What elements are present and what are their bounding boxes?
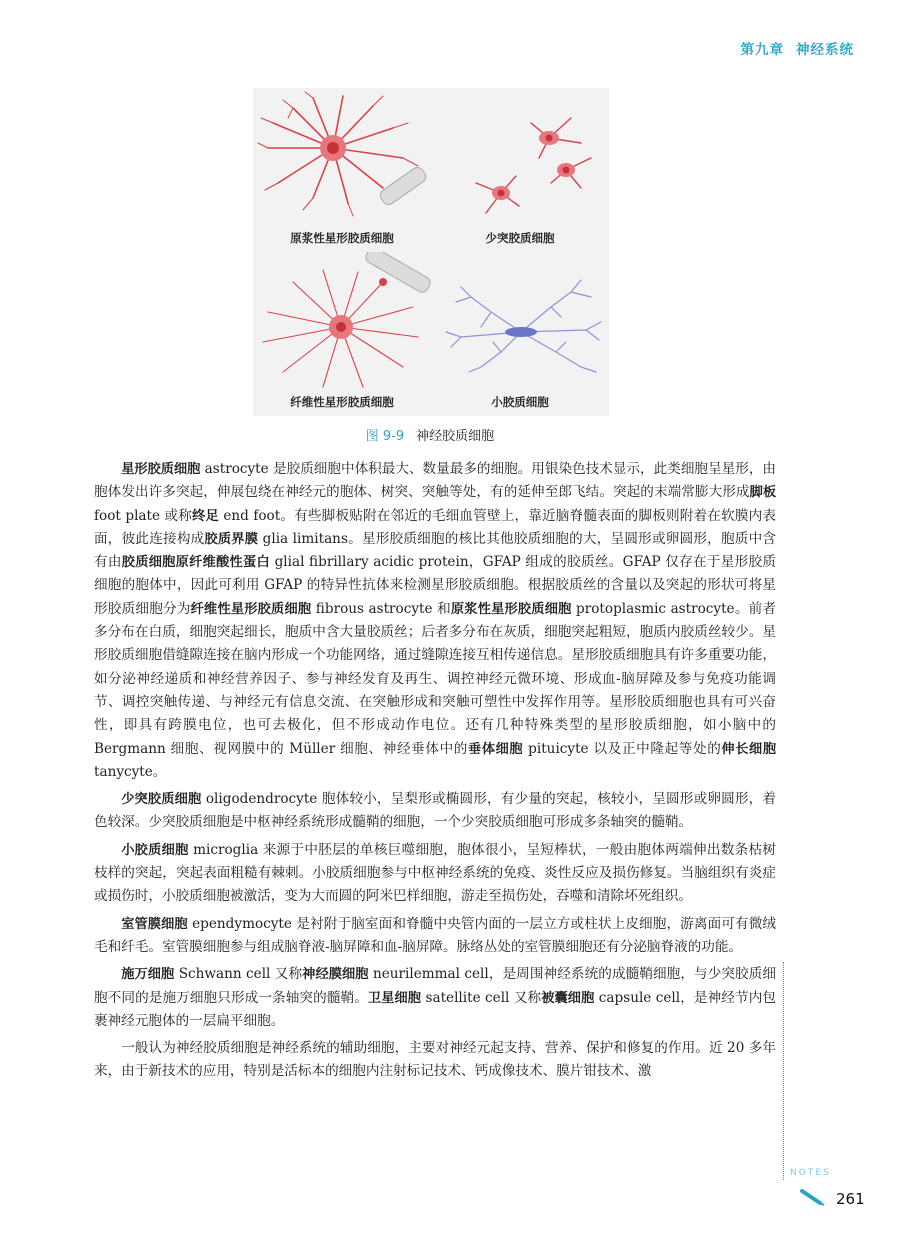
panel-label: 小胶质细胞 (491, 395, 549, 409)
term: 神经膜细胞 (302, 967, 369, 983)
text: 一般认为神经胶质细胞是神经系统的辅助细胞，主要对神经元起支持、营养、保护和修复的作用。近 20 多年来，由于新技术的应用，特别是活标本的细胞内注射标记技术、钙成像技术、膜片钳技术、激 (94, 1040, 776, 1080)
text: Schwann cell 又称 (174, 966, 303, 983)
term: 卫星细胞 (367, 990, 422, 1006)
term: 胶质细胞原纤维酸性蛋白 (121, 555, 270, 571)
body-text (94, 458, 776, 1088)
text: neurilemmal cell，是周围神经系统的成髓鞘细胞，与少突胶质细胞不同的是施万细胞只形成一条轴突的髓鞘。 (94, 966, 777, 1006)
term: 纤维性星形胶质细胞 (190, 601, 312, 617)
text: end foot。有些脚板贴附在邻近的毛细血管壁上，靠近脑脊髓表面的脚板则附着在软膜内表面，彼此连接构成 (94, 507, 776, 547)
panel-fibrous-astrocyte (253, 252, 431, 416)
text: oligodendrocyte 胞体较小，呈梨形或椭圆形，有少量的突起，核较小，呈圆形或卵圆形，着色较深。少突胶质细胞是中枢神经系统形成髓鞘的细胞，一个少突胶质细胞可形成多条轴突的髓鞘。 (94, 791, 777, 831)
paragraph-astrocyte (94, 458, 776, 784)
text: fibrous astrocyte 和 (311, 600, 451, 617)
term: 胶质界膜 (204, 531, 259, 547)
term: 施万细胞 (121, 967, 175, 983)
figure-caption (0, 425, 860, 444)
paragraph-schwann-cell (94, 963, 776, 1033)
term: 室管膜细胞 (121, 916, 188, 932)
term: 被囊细胞 (541, 990, 595, 1006)
panel-label: 原浆性星形胶质细胞 (290, 231, 394, 245)
term: 脚板 (749, 485, 777, 501)
fibrous-astrocyte-illustration (253, 252, 431, 392)
text: microglia 来源于中胚层的单核巨噬细胞，胞体很小，呈短棒状，一般由胞体两端伸出数条枯树枝样的突起，突起表面粗糙有棘刺。小胶质细胞参与中枢神经系统的免疫、炎性反应及损伤修复。当脑组织有炎症或损伤时，小胶质细胞被激活，变为大而圆的阿米巴样细胞，游走至损伤处，吞噬和清除坏死组织。 (94, 841, 776, 905)
text: ependymocyte 是衬附于脑室面和脊髓中央管内面的一层立方或柱状上皮细胞，游离面可有微绒毛和纤毛。室管膜细胞参与组成脑脊液-脑屏障和血-脑屏障。脉络丛处的室管膜细胞还有分泌脑脊液的功能。 (94, 915, 777, 955)
term: 少突胶质细胞 (121, 792, 202, 808)
paragraph-microglia (94, 839, 776, 909)
text: glial fibrillary acidic protein，GFAP 组成的胶质丝。GFAP 仅存在于星形胶质细胞的胞体中，因此可利用 GFAP 的特异性抗体来检测星形胶质细胞。根据胶质丝的含量以及突起的形状可将星形胶质细胞分为 (94, 554, 777, 617)
chapter-title: 神经系统 (796, 42, 854, 58)
microglia-illustration (431, 252, 609, 392)
text: protoplasmic astrocyte。前者多分布在白质，细胞突起细长，胞质中含大量胶质丝；后者多分布在灰质，细胞突起粗短，胞质内胶质丝较少。星形胶质细胞借缝隙连接在脑内形成一个功能网络，通过缝隙连接互相传递信息。星形胶质细胞具有许多重要功能，如分泌神经递质和神经营养因子、参与神经发育及再生、调控神经元微环境、形成血-脑屏障及参与免疫功能调节、调控突触传递、与神经元有信息交流、在突触形成和突触可塑性中发挥作用等。星形胶质细胞也具有可兴奋性，即具有跨膜电位，也可去极化，但不形成动作电位。还有几种特殊类型的星形胶质细胞，如小脑中的 Bergmann 细胞、视网膜中的 Müller 细胞、神经垂体中的 (94, 600, 777, 757)
caption-title: 神经胶质细胞 (416, 429, 495, 444)
text: glia limitans。星形胶质细胞的核比其他胶质细胞的大，呈圆形或卵圆形，胞质中含有由 (94, 530, 777, 571)
oligodendrocyte-illustration (431, 88, 609, 228)
chapter-label: 第九章 (740, 42, 784, 58)
paragraph-ependymocyte (94, 913, 776, 960)
figure-9-9 (253, 88, 609, 416)
panel-protoplasmic-astrocyte (253, 88, 431, 252)
caption-number: 图 9-9 (365, 429, 405, 444)
term: 原浆性星形胶质细胞 (450, 601, 572, 617)
panel-microglia (431, 252, 609, 416)
pencil-icon (800, 1188, 828, 1206)
term: 伸长细胞 (721, 741, 777, 757)
paragraph-general (94, 1037, 776, 1084)
paragraph-oligodendrocyte (94, 788, 776, 835)
text: tanycyte。 (94, 763, 167, 780)
term: 星形胶质细胞 (121, 462, 201, 477)
term: 小胶质细胞 (121, 842, 189, 858)
text: satellite cell 又称 (421, 989, 542, 1006)
panel-label: 少突胶质细胞 (485, 231, 555, 245)
text: foot plate 或称 (94, 507, 193, 524)
panel-oligodendrocyte (431, 88, 609, 252)
notes-label: NOTES (790, 1168, 831, 1178)
protoplasmic-astrocyte-illustration (253, 88, 431, 228)
text: capsule cell，是神经节内包裹神经元胞体的一层扁平细胞。 (94, 989, 776, 1029)
term: 垂体细胞 (468, 741, 524, 757)
panel-label: 纤维性星形胶质细胞 (290, 395, 394, 409)
text: astrocyte 是胶质细胞中体积最大、数量最多的细胞。用银染色技术显示，此类细胞呈星形，由胞体发出许多突起，伸展包绕在神经元的胞体、树突、突触等处，有的延伸至郎飞结。突起的末端常膨大形成 (94, 461, 777, 501)
notes-divider (783, 962, 784, 1180)
running-header (729, 38, 855, 58)
text: pituicyte 以及正中隆起等处的 (523, 740, 722, 757)
term: 终足 (192, 508, 219, 524)
page-number: 261 (836, 1190, 865, 1208)
